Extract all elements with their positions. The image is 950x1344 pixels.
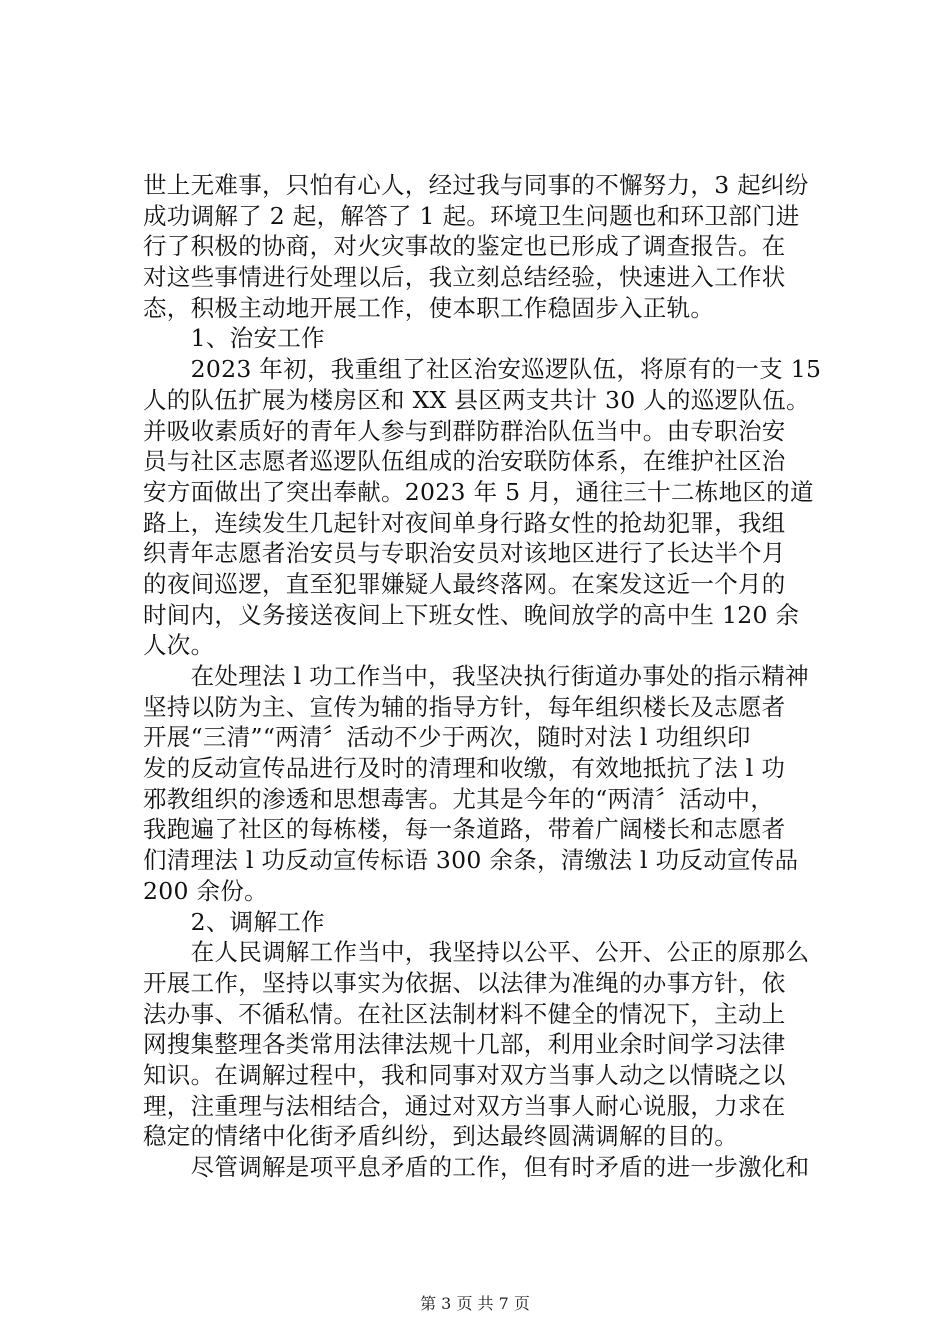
text-line: 织青年志愿者治安员与专职治安员对该地区进行了长达半个月	[143, 539, 786, 568]
text-line: 法办事、不循私情。在社区法制材料不健全的情况下，主动上	[143, 999, 786, 1028]
page-number-footer: 第 3 页 共 7 页	[420, 1294, 530, 1313]
text-line: 知识。在调解过程中，我和同事对双方当事人动之以情晓之以	[143, 1060, 786, 1089]
text-line: 开展工作，坚持以事实为依据、以法律为准绳的办事方针，依	[143, 968, 786, 997]
text-line: 理，注重理与法相结合，通过对双方当事人耐心说服，力求在	[143, 1091, 786, 1120]
text-line: 态，积极主动地开展工作，使本职工作稳固步入正轨。	[143, 293, 715, 322]
text-line: 行了积极的协商，对火灾事故的鉴定也已形成了调查报告。在	[143, 232, 786, 261]
text-line: 世上无难事，只怕有心人，经过我与同事的不懈努力，3 起纠纷	[143, 171, 809, 199]
text-line: 200 余份。	[143, 876, 268, 905]
text-line: 对这些事情进行处理以后，我立刻总结经验，快速进入工作状	[143, 263, 786, 292]
text-line: 稳定的情绪中化街矛盾纠纷，到达最终圆满调解的目的。	[143, 1122, 738, 1151]
text-line: 尽管调解是项平息矛盾的工作，但有时矛盾的进一步激化和	[143, 1153, 810, 1181]
section-heading: 2、调解工作	[143, 907, 325, 936]
text-line: 时间内，义务接送夜间上下班女性、晚间放学的高中生 120 余	[143, 600, 800, 629]
text-line: 发的反动宣传品进行及时的清理和收缴，有效地抵抗了法 l 功	[143, 754, 786, 783]
text-line: 安方面做出了突出奉献。2023 年 5 月，通往三十二栋地区的道	[143, 477, 814, 506]
section-heading: 1、治安工作	[143, 324, 325, 353]
text-line: 在处理法 l 功工作当中，我坚决执行街道办事处的指示精神	[143, 662, 809, 690]
text-line: 网搜集整理各类常用法律法规十几部，利用业余时间学习法律	[143, 1030, 786, 1059]
text-line: 我跑遍了社区的每栋楼，每一条道路，带着广阔楼长和志愿者	[143, 815, 786, 844]
text-line: 路上，连续发生几起针对夜间单身行路女性的抢劫犯罪，我组	[143, 508, 786, 537]
text-line: 并吸收素质好的青年人参与到群防群治队伍当中。由专职治安	[143, 416, 786, 445]
text-line: 邪教组织的渗透和思想毒害。尤其是今年的“两清〞活动中，	[143, 784, 775, 813]
text-line: 开展“三清”“两清〞活动不少于两次，随时对法 l 功组织印	[143, 723, 751, 752]
text-line: 人的队伍扩展为楼房区和 XX 县区两支共计 30 人的巡逻队伍。	[143, 385, 810, 414]
text-line: 们清理法 l 功反动宣传标语 300 余条，清缴法 l 功反动宣传品	[143, 846, 799, 875]
text-line: 在人民调解工作当中，我坚持以公平、公开、公正的原那么	[143, 938, 810, 967]
text-line: 坚持以防为主、宣传为辅的指导方针，每年组织楼长及志愿者	[143, 692, 786, 721]
text-line: 人次。	[143, 631, 215, 660]
text-line: 的夜间巡逻，直至犯罪嫌疑人最终落网。在案发这近一个月的	[143, 569, 786, 598]
text-line: 员与社区志愿者巡逻队伍组成的治安联防体系，在维护社区治	[143, 447, 786, 476]
body-text	[143, 170, 823, 1183]
text-line: 成功调解了 2 起，解答了 1 起。环境卫生问题也和环卫部门进	[143, 201, 800, 230]
text-line: 2023 年初，我重组了社区治安巡逻队伍，将原有的一支 15	[143, 355, 822, 384]
